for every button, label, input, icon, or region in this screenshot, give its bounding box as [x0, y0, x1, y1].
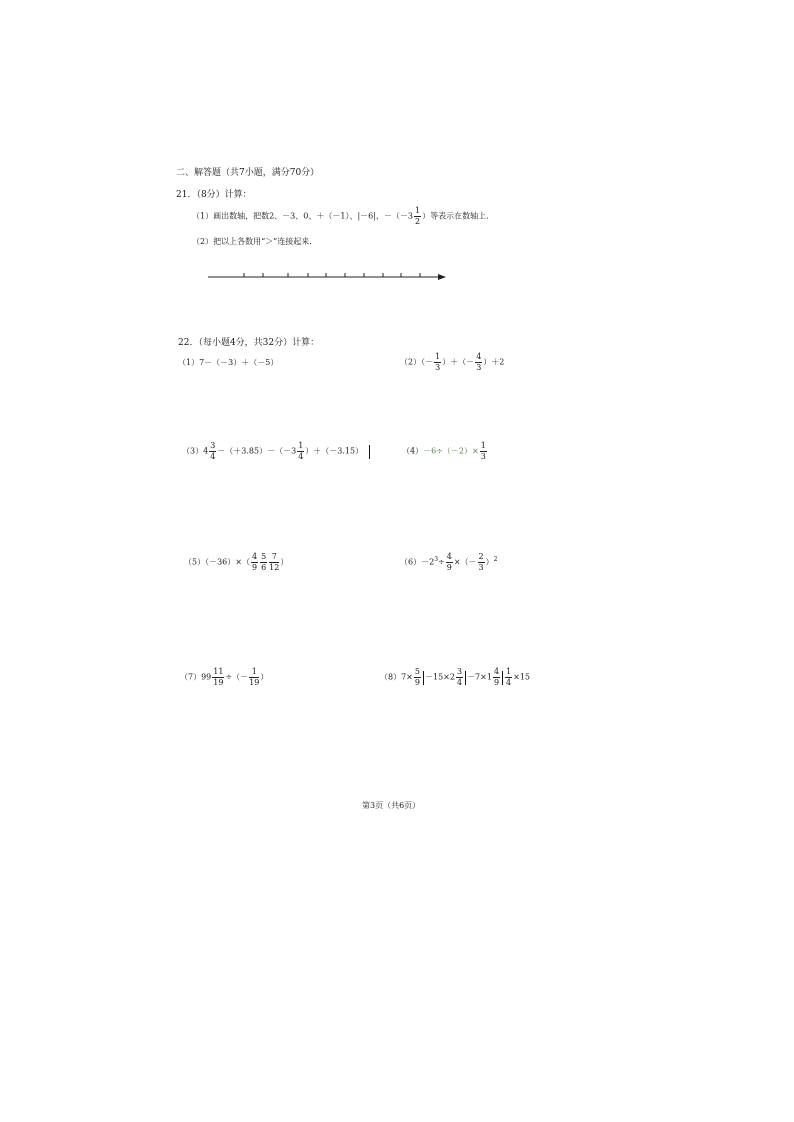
text-cursor	[369, 445, 370, 459]
q22-p6: $(6)-2^3\div$ $\frac{4}{9}$ ×（－ $\frac{2}{3}$ ）$^2$	[400, 552, 498, 572]
fraction: $\frac{1}{2}$	[415, 206, 421, 226]
q22-heading: 22．（每小题4分，共32分）计算：	[178, 338, 320, 348]
q22-p3: （3）4 $\frac{3}{4}$ －（＋3.85）－（－3 $\frac{1}{4}$ ）＋（－3.15）	[182, 442, 371, 461]
fraction: $\frac{4}{9}$	[251, 552, 258, 572]
fraction: $\frac{4}{3}$	[476, 352, 482, 372]
fraction: $\frac{5}{6}$	[261, 552, 267, 572]
number-line-svg	[208, 266, 448, 286]
axis-arrow-icon	[438, 274, 446, 280]
fraction: $\frac{3}{4}$	[210, 441, 216, 461]
fraction: $\frac{1}{3}$	[480, 441, 486, 461]
q22-p5: （5）（－36）×（ $\frac{4}{9}$ $\frac{5}{6}$ $\frac{7}{12}$ ）	[184, 552, 289, 572]
fraction: $\frac{1}{3}$	[435, 352, 441, 372]
q21-heading: 21．（8分）计算：	[176, 190, 252, 200]
q22-p7: （7）99 $\frac{11}{19}$ ÷（－ $\frac{1}{19}$ ）	[180, 667, 269, 687]
q22-p4: （4）－6÷（－2）× $\frac{1}{3}$	[402, 441, 486, 461]
section-title: 二、解答题（共7小题，满分70分）	[176, 168, 320, 178]
page-footer: 第3页（共6页）	[362, 801, 421, 810]
fraction: $\frac{2}{3}$	[478, 552, 484, 572]
q22-p2: （2）（－ $\frac{1}{3}$ ）＋（－ $\frac{4}{3}$ ）＋2	[400, 352, 505, 372]
number-line	[208, 266, 448, 290]
fraction: $\frac{4}{9}$	[493, 667, 500, 687]
q22-p1: （1）7－（－3）＋（－5）	[178, 358, 279, 367]
fraction: $\frac{11}{19}$	[213, 667, 224, 687]
q21-part1: （1）画出数轴，把数2、－3、0、＋（－1）、|－6|、－（－3 $\frac{1}{2}$ ）等表示在数轴上.	[192, 206, 489, 226]
axis-ticks	[244, 273, 420, 277]
q21-part2: （2）把以上各数用“＞”连接起来.	[192, 237, 312, 246]
fraction: $\frac{5}{9}$	[414, 667, 420, 687]
fraction: $\frac{1}{4}$	[298, 441, 304, 461]
fraction: $\frac{7}{12}$	[269, 552, 280, 572]
fraction: $\frac{1}{19}$	[249, 667, 260, 687]
fraction: $\frac{3}{4}$	[456, 667, 463, 687]
q22-p8: （8）7× $\frac{5}{9}$ －15×2 $\frac{3}{4}$ －7×1 $\frac{4}{9}$ $\frac{1}{4}$ ×15	[380, 667, 531, 687]
fraction: $\frac{1}{4}$	[506, 667, 512, 687]
fraction: $\frac{4}{9}$	[446, 552, 452, 572]
